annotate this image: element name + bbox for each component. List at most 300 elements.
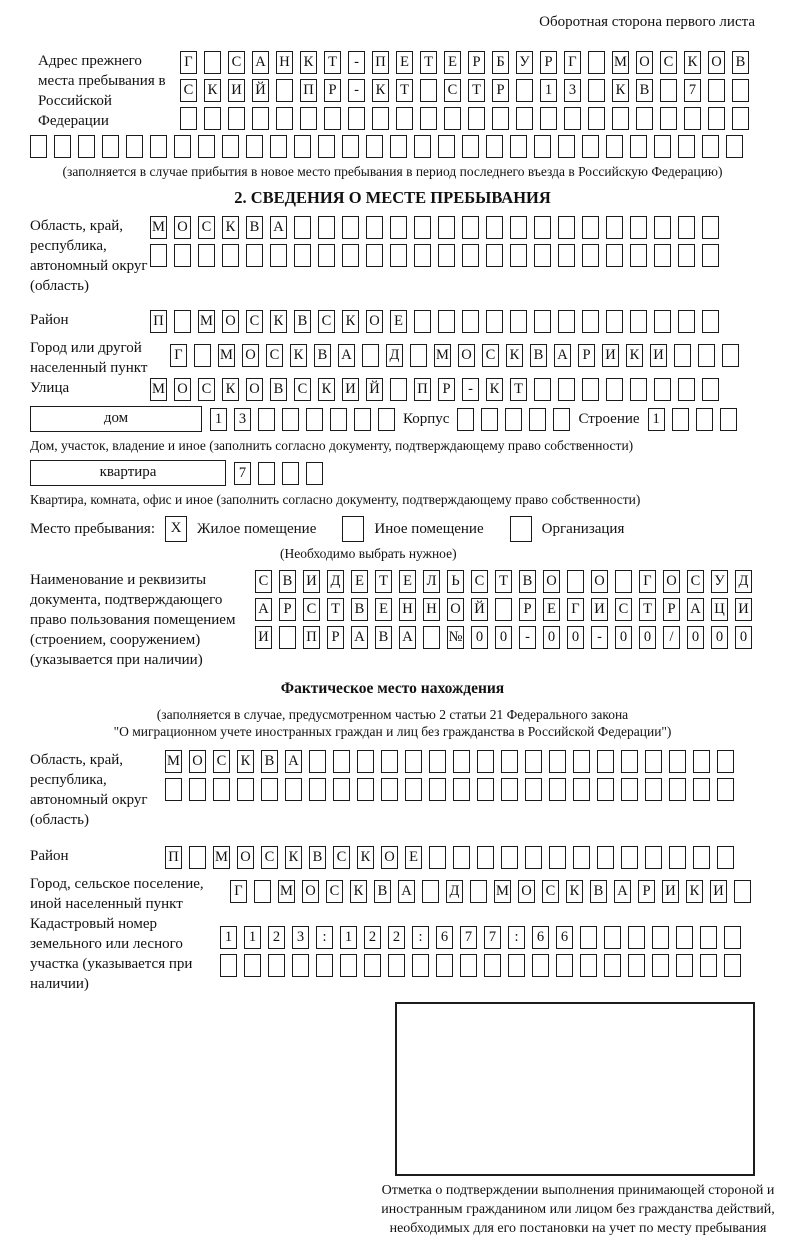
checkbox-residential[interactable]: X [165, 516, 187, 542]
form-cell[interactable]: В [590, 880, 607, 903]
form-cell[interactable] [462, 135, 479, 158]
form-cell[interactable] [580, 926, 597, 949]
form-cell[interactable]: Л [423, 570, 440, 593]
form-cell[interactable] [698, 344, 715, 367]
form-cell[interactable]: Р [663, 598, 680, 621]
form-cell[interactable] [470, 880, 487, 903]
form-cell[interactable] [342, 216, 359, 239]
form-cell[interactable] [246, 135, 263, 158]
form-cell[interactable]: М [150, 378, 167, 401]
form-cell[interactable] [702, 244, 719, 267]
form-cell[interactable]: 3 [234, 408, 251, 431]
form-cell[interactable] [390, 244, 407, 267]
form-cell[interactable] [588, 107, 605, 130]
form-cell[interactable] [378, 408, 395, 431]
form-cell[interactable] [717, 778, 734, 801]
form-cell[interactable]: Р [540, 51, 557, 74]
form-cell[interactable] [174, 244, 191, 267]
form-cell[interactable]: К [486, 378, 503, 401]
form-cell[interactable]: В [374, 880, 391, 903]
form-cell[interactable] [678, 216, 695, 239]
form-cell[interactable]: - [519, 626, 536, 649]
form-cell[interactable]: П [414, 378, 431, 401]
form-cell[interactable] [582, 310, 599, 333]
form-cell[interactable]: М [150, 216, 167, 239]
form-cell[interactable] [189, 846, 206, 869]
form-cell[interactable] [453, 846, 470, 869]
form-cell[interactable]: О [636, 51, 653, 74]
form-cell[interactable]: 7 [684, 79, 701, 102]
form-cell[interactable] [669, 846, 686, 869]
form-cell[interactable]: К [350, 880, 367, 903]
form-cell[interactable] [724, 954, 741, 977]
form-cell[interactable] [654, 310, 671, 333]
form-cell[interactable] [366, 244, 383, 267]
form-cell[interactable] [702, 216, 719, 239]
form-cell[interactable] [606, 216, 623, 239]
form-cell[interactable] [237, 778, 254, 801]
form-cell[interactable] [484, 954, 501, 977]
form-cell[interactable] [438, 244, 455, 267]
form-cell[interactable] [429, 778, 446, 801]
form-cell[interactable] [628, 954, 645, 977]
form-cell[interactable] [477, 778, 494, 801]
form-cell[interactable] [654, 244, 671, 267]
form-cell[interactable] [549, 750, 566, 773]
form-cell[interactable]: С [266, 344, 283, 367]
form-cell[interactable]: 0 [495, 626, 512, 649]
form-cell[interactable]: И [710, 880, 727, 903]
form-cell[interactable] [678, 378, 695, 401]
form-cell[interactable]: Й [366, 378, 383, 401]
form-cell[interactable] [582, 244, 599, 267]
form-cell[interactable] [588, 51, 605, 74]
form-cell[interactable]: Г [567, 598, 584, 621]
form-cell[interactable] [438, 216, 455, 239]
form-cell[interactable]: 6 [532, 926, 549, 949]
form-cell[interactable]: 7 [484, 926, 501, 949]
form-cell[interactable]: У [711, 570, 728, 593]
form-cell[interactable] [423, 626, 440, 649]
form-cell[interactable]: О [591, 570, 608, 593]
form-cell[interactable] [318, 135, 335, 158]
form-cell[interactable] [556, 954, 573, 977]
form-cell[interactable]: № [447, 626, 464, 649]
form-cell[interactable] [220, 954, 237, 977]
form-cell[interactable] [720, 408, 737, 431]
form-cell[interactable]: Т [510, 378, 527, 401]
form-cell[interactable]: К [222, 378, 239, 401]
form-cell[interactable]: В [636, 79, 653, 102]
form-cell[interactable]: В [261, 750, 278, 773]
form-cell[interactable]: - [591, 626, 608, 649]
form-cell[interactable] [300, 107, 317, 130]
form-cell[interactable]: В [309, 846, 326, 869]
form-cell[interactable] [309, 750, 326, 773]
form-cell[interactable]: О [381, 846, 398, 869]
form-cell[interactable] [654, 135, 671, 158]
form-cell[interactable]: : [508, 926, 525, 949]
form-cell[interactable] [174, 310, 191, 333]
form-cell[interactable] [700, 954, 717, 977]
form-cell[interactable] [333, 750, 350, 773]
form-cell[interactable]: 0 [567, 626, 584, 649]
form-cell[interactable] [606, 244, 623, 267]
checkbox-other-premises[interactable] [342, 516, 364, 542]
form-cell[interactable] [270, 135, 287, 158]
form-cell[interactable] [501, 750, 518, 773]
form-cell[interactable] [198, 244, 215, 267]
form-cell[interactable] [567, 570, 584, 593]
form-cell[interactable] [724, 926, 741, 949]
form-cell[interactable] [615, 570, 632, 593]
form-cell[interactable]: 2 [388, 926, 405, 949]
form-cell[interactable]: П [165, 846, 182, 869]
form-cell[interactable]: С [660, 51, 677, 74]
form-cell[interactable] [501, 846, 518, 869]
form-cell[interactable] [150, 135, 167, 158]
form-cell[interactable] [342, 244, 359, 267]
form-cell[interactable] [422, 880, 439, 903]
form-cell[interactable] [318, 244, 335, 267]
form-cell[interactable]: 0 [471, 626, 488, 649]
form-cell[interactable] [558, 244, 575, 267]
form-cell[interactable]: П [372, 51, 389, 74]
form-cell[interactable]: К [222, 216, 239, 239]
form-cell[interactable]: О [663, 570, 680, 593]
form-cell[interactable] [525, 778, 542, 801]
form-cell[interactable] [674, 344, 691, 367]
form-cell[interactable] [630, 244, 647, 267]
form-cell[interactable] [258, 462, 275, 485]
form-cell[interactable]: К [626, 344, 643, 367]
form-cell[interactable] [676, 926, 693, 949]
form-cell[interactable] [54, 135, 71, 158]
form-cell[interactable] [462, 216, 479, 239]
form-cell[interactable] [414, 310, 431, 333]
form-cell[interactable] [364, 954, 381, 977]
form-cell[interactable]: Т [468, 79, 485, 102]
form-cell[interactable] [306, 408, 323, 431]
form-cell[interactable]: К [285, 846, 302, 869]
form-cell[interactable] [558, 310, 575, 333]
form-cell[interactable] [532, 954, 549, 977]
form-cell[interactable] [693, 846, 710, 869]
form-cell[interactable] [654, 378, 671, 401]
form-cell[interactable]: С [482, 344, 499, 367]
form-cell[interactable]: Е [390, 310, 407, 333]
form-cell[interactable]: 1 [340, 926, 357, 949]
form-cell[interactable]: С [261, 846, 278, 869]
form-cell[interactable]: 0 [687, 626, 704, 649]
form-cell[interactable]: К [342, 310, 359, 333]
form-cell[interactable] [388, 954, 405, 977]
form-cell[interactable] [726, 135, 743, 158]
form-cell[interactable]: К [270, 310, 287, 333]
form-cell[interactable] [630, 135, 647, 158]
form-cell[interactable]: О [708, 51, 725, 74]
form-cell[interactable] [342, 135, 359, 158]
form-cell[interactable] [510, 310, 527, 333]
form-cell[interactable] [198, 135, 215, 158]
form-cell[interactable]: И [650, 344, 667, 367]
form-cell[interactable] [481, 408, 498, 431]
form-cell[interactable]: Т [327, 598, 344, 621]
form-cell[interactable] [534, 244, 551, 267]
form-cell[interactable]: А [399, 626, 416, 649]
form-cell[interactable]: И [591, 598, 608, 621]
form-cell[interactable]: - [348, 51, 365, 74]
form-cell[interactable]: К [686, 880, 703, 903]
form-cell[interactable] [294, 135, 311, 158]
form-cell[interactable]: О [447, 598, 464, 621]
form-cell[interactable] [486, 310, 503, 333]
form-cell[interactable] [381, 750, 398, 773]
form-cell[interactable] [357, 778, 374, 801]
form-cell[interactable] [564, 107, 581, 130]
form-cell[interactable] [505, 408, 522, 431]
form-cell[interactable] [582, 135, 599, 158]
form-cell[interactable]: Е [351, 570, 368, 593]
form-cell[interactable]: О [543, 570, 560, 593]
form-cell[interactable] [381, 778, 398, 801]
form-cell[interactable] [516, 79, 533, 102]
form-cell[interactable] [652, 926, 669, 949]
form-cell[interactable]: С [198, 378, 215, 401]
form-cell[interactable] [597, 846, 614, 869]
form-cell[interactable] [525, 846, 542, 869]
form-cell[interactable] [276, 107, 293, 130]
form-cell[interactable] [606, 135, 623, 158]
form-cell[interactable]: Т [639, 598, 656, 621]
form-cell[interactable]: В [294, 310, 311, 333]
form-cell[interactable]: О [518, 880, 535, 903]
form-cell[interactable] [254, 880, 271, 903]
form-cell[interactable] [652, 954, 669, 977]
form-cell[interactable]: С [333, 846, 350, 869]
form-cell[interactable]: С [198, 216, 215, 239]
form-cell[interactable] [534, 135, 551, 158]
form-cell[interactable]: О [174, 378, 191, 401]
form-cell[interactable]: 0 [735, 626, 752, 649]
form-cell[interactable] [501, 778, 518, 801]
form-cell[interactable]: 7 [460, 926, 477, 949]
form-cell[interactable] [429, 846, 446, 869]
form-cell[interactable] [414, 216, 431, 239]
form-cell[interactable]: А [270, 216, 287, 239]
form-cell[interactable] [604, 926, 621, 949]
form-cell[interactable]: В [279, 570, 296, 593]
form-cell[interactable] [580, 954, 597, 977]
form-cell[interactable] [534, 310, 551, 333]
form-cell[interactable] [717, 750, 734, 773]
form-cell[interactable]: Р [468, 51, 485, 74]
form-cell[interactable]: И [255, 626, 272, 649]
form-cell[interactable]: П [303, 626, 320, 649]
form-cell[interactable]: К [566, 880, 583, 903]
form-cell[interactable]: Д [327, 570, 344, 593]
form-cell[interactable] [444, 107, 461, 130]
form-cell[interactable]: Р [438, 378, 455, 401]
form-cell[interactable]: С [303, 598, 320, 621]
form-cell[interactable]: Р [492, 79, 509, 102]
form-cell[interactable] [645, 750, 662, 773]
form-cell[interactable] [340, 954, 357, 977]
form-cell[interactable]: 1 [244, 926, 261, 949]
form-cell[interactable] [362, 344, 379, 367]
form-cell[interactable]: Й [252, 79, 269, 102]
form-cell[interactable] [462, 310, 479, 333]
form-cell[interactable]: С [246, 310, 263, 333]
form-cell[interactable]: У [516, 51, 533, 74]
form-cell[interactable]: С [326, 880, 343, 903]
form-cell[interactable]: О [174, 216, 191, 239]
form-cell[interactable] [621, 750, 638, 773]
form-cell[interactable] [582, 378, 599, 401]
form-cell[interactable] [672, 408, 689, 431]
form-cell[interactable] [604, 954, 621, 977]
form-cell[interactable]: Т [495, 570, 512, 593]
form-cell[interactable] [282, 462, 299, 485]
form-cell[interactable] [510, 244, 527, 267]
form-cell[interactable]: С [471, 570, 488, 593]
form-cell[interactable] [324, 107, 341, 130]
form-cell[interactable]: К [506, 344, 523, 367]
form-cell[interactable] [194, 344, 211, 367]
form-cell[interactable] [732, 79, 749, 102]
form-cell[interactable]: О [222, 310, 239, 333]
form-cell[interactable]: Р [578, 344, 595, 367]
form-cell[interactable] [294, 216, 311, 239]
form-cell[interactable] [318, 216, 335, 239]
form-cell[interactable] [525, 750, 542, 773]
form-cell[interactable]: М [434, 344, 451, 367]
form-cell[interactable] [333, 778, 350, 801]
form-cell[interactable]: С [255, 570, 272, 593]
form-cell[interactable]: М [494, 880, 511, 903]
form-cell[interactable]: В [351, 598, 368, 621]
form-cell[interactable] [348, 107, 365, 130]
form-cell[interactable] [722, 344, 739, 367]
form-cell[interactable] [405, 750, 422, 773]
form-cell[interactable]: В [270, 378, 287, 401]
form-cell[interactable] [693, 750, 710, 773]
form-cell[interactable]: 1 [648, 408, 665, 431]
form-cell[interactable] [174, 135, 191, 158]
form-cell[interactable] [597, 778, 614, 801]
form-cell[interactable]: Д [446, 880, 463, 903]
form-cell[interactable] [222, 135, 239, 158]
form-cell[interactable]: И [228, 79, 245, 102]
form-cell[interactable] [420, 107, 437, 130]
form-cell[interactable] [612, 107, 629, 130]
form-cell[interactable]: И [303, 570, 320, 593]
form-cell[interactable]: К [357, 846, 374, 869]
form-cell[interactable]: О [366, 310, 383, 333]
form-cell[interactable] [628, 926, 645, 949]
form-cell[interactable] [534, 216, 551, 239]
form-cell[interactable]: Е [399, 570, 416, 593]
form-cell[interactable]: Г [639, 570, 656, 593]
form-cell[interactable] [702, 378, 719, 401]
form-cell[interactable]: О [458, 344, 475, 367]
form-cell[interactable]: А [285, 750, 302, 773]
form-cell[interactable] [486, 244, 503, 267]
form-cell[interactable] [204, 51, 221, 74]
form-cell[interactable]: С [228, 51, 245, 74]
form-cell[interactable] [700, 926, 717, 949]
form-cell[interactable]: К [684, 51, 701, 74]
form-cell[interactable]: 0 [639, 626, 656, 649]
form-cell[interactable] [606, 378, 623, 401]
form-cell[interactable]: 1 [540, 79, 557, 102]
form-cell[interactable]: П [300, 79, 317, 102]
form-cell[interactable] [126, 135, 143, 158]
form-cell[interactable] [540, 107, 557, 130]
form-cell[interactable]: Н [423, 598, 440, 621]
form-cell[interactable]: В [314, 344, 331, 367]
form-cell[interactable] [645, 846, 662, 869]
form-cell[interactable] [366, 216, 383, 239]
form-cell[interactable] [702, 135, 719, 158]
form-cell[interactable]: Р [324, 79, 341, 102]
form-cell[interactable] [708, 79, 725, 102]
form-cell[interactable] [453, 778, 470, 801]
form-cell[interactable] [438, 310, 455, 333]
form-cell[interactable]: С [294, 378, 311, 401]
form-cell[interactable]: : [412, 926, 429, 949]
form-cell[interactable]: А [338, 344, 355, 367]
form-cell[interactable] [410, 344, 427, 367]
form-cell[interactable] [78, 135, 95, 158]
form-cell[interactable] [390, 378, 407, 401]
form-cell[interactable]: С [180, 79, 197, 102]
form-cell[interactable] [495, 598, 512, 621]
form-cell[interactable]: М [612, 51, 629, 74]
form-cell[interactable]: С [615, 598, 632, 621]
form-cell[interactable] [252, 107, 269, 130]
form-cell[interactable] [429, 750, 446, 773]
form-cell[interactable] [390, 216, 407, 239]
form-cell[interactable] [696, 408, 713, 431]
form-cell[interactable]: Ц [711, 598, 728, 621]
form-cell[interactable] [708, 107, 725, 130]
form-cell[interactable]: Е [375, 598, 392, 621]
form-cell[interactable]: Б [492, 51, 509, 74]
form-cell[interactable] [276, 79, 293, 102]
form-cell[interactable] [573, 778, 590, 801]
form-cell[interactable]: Е [543, 598, 560, 621]
form-cell[interactable] [717, 846, 734, 869]
form-cell[interactable] [732, 107, 749, 130]
form-cell[interactable]: А [554, 344, 571, 367]
form-cell[interactable] [477, 750, 494, 773]
checkbox-organization[interactable] [510, 516, 532, 542]
form-cell[interactable]: О [302, 880, 319, 903]
form-cell[interactable]: Р [279, 598, 296, 621]
form-cell[interactable]: Р [327, 626, 344, 649]
form-cell[interactable]: Е [396, 51, 413, 74]
form-cell[interactable] [549, 778, 566, 801]
form-cell[interactable]: А [614, 880, 631, 903]
form-cell[interactable]: Р [519, 598, 536, 621]
form-cell[interactable] [354, 408, 371, 431]
form-cell[interactable] [678, 244, 695, 267]
form-cell[interactable] [588, 79, 605, 102]
form-cell[interactable]: К [204, 79, 221, 102]
form-cell[interactable] [645, 778, 662, 801]
form-cell[interactable] [412, 954, 429, 977]
